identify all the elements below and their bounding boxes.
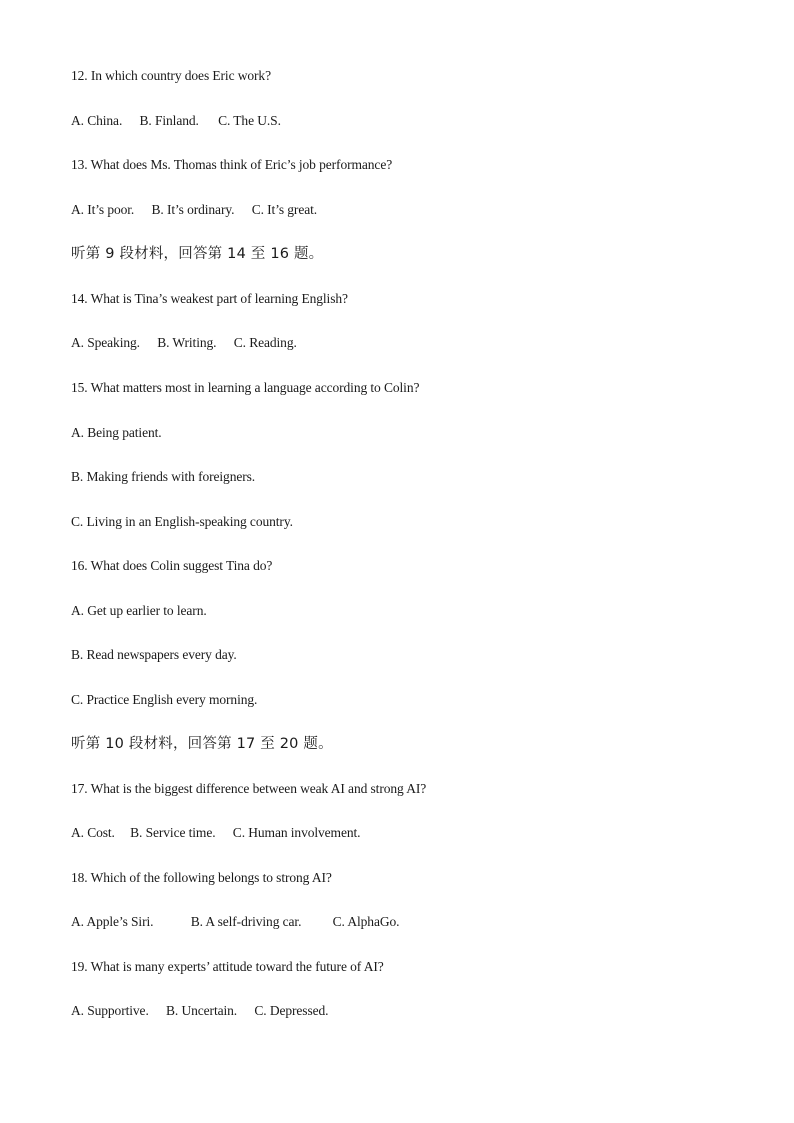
option-c: C. The U.S. — [218, 113, 281, 128]
question-14-options — [71, 334, 297, 352]
question-18: 18. Which of the following belongs to strong AI? — [71, 870, 332, 885]
option-c: C. AlphaGo. — [332, 914, 400, 929]
option-b: B. A self-driving car. — [190, 914, 302, 929]
question-19-options — [71, 1002, 328, 1020]
section-heading-9: 听第 9 段材料，回答第 14 至 16 题。 — [71, 246, 324, 262]
option-b: B. Service time. — [130, 825, 216, 840]
option-a: A. It’s poor. — [71, 202, 135, 217]
question-13-options — [71, 201, 317, 219]
option-a: A. Speaking. — [71, 335, 140, 350]
option-a: A. Apple’s Siri. — [71, 914, 154, 929]
question-17: 17. What is the biggest difference between weak AI and strong AI? — [71, 781, 427, 796]
question-16-option-a: A. Get up earlier to learn. — [71, 603, 207, 618]
question-19: 19. What is many experts’ attitude toward the future of AI? — [71, 959, 384, 974]
option-a: A. Supportive. — [71, 1003, 149, 1018]
option-b: B. Writing. — [157, 335, 217, 350]
question-12: 12. In which country does Eric work? — [71, 68, 271, 83]
question-15: 15. What matters most in learning a language according to Colin? — [71, 380, 420, 395]
section-heading-10: 听第 10 段材料，回答第 17 至 20 题。 — [71, 736, 333, 752]
option-c: C. Human involvement. — [232, 825, 361, 840]
question-15-option-a: A. Being patient. — [71, 425, 162, 440]
question-16: 16. What does Colin suggest Tina do? — [71, 558, 273, 573]
question-16-option-b: B. Read newspapers every day. — [71, 647, 237, 662]
question-17-options — [71, 824, 360, 842]
option-b: B. It’s ordinary. — [151, 202, 235, 217]
option-b: B. Finland. — [139, 113, 199, 128]
question-15-option-c: C. Living in an English-speaking country. — [71, 514, 293, 529]
question-13: 13. What does Ms. Thomas think of Eric’s job performance? — [71, 157, 393, 172]
option-a: A. Cost. — [71, 825, 115, 840]
option-c: C. Depressed. — [254, 1003, 329, 1018]
question-14: 14. What is Tina’s weakest part of learning English? — [71, 291, 348, 306]
option-b: B. Uncertain. — [166, 1003, 238, 1018]
option-c: C. Reading. — [233, 335, 297, 350]
option-a: A. China. — [71, 113, 123, 128]
question-15-option-b: B. Making friends with foreigners. — [71, 469, 256, 484]
question-12-options — [71, 112, 281, 130]
question-18-options — [71, 913, 399, 931]
option-c: C. It’s great. — [251, 202, 318, 217]
question-16-option-c: C. Practice English every morning. — [71, 692, 258, 707]
